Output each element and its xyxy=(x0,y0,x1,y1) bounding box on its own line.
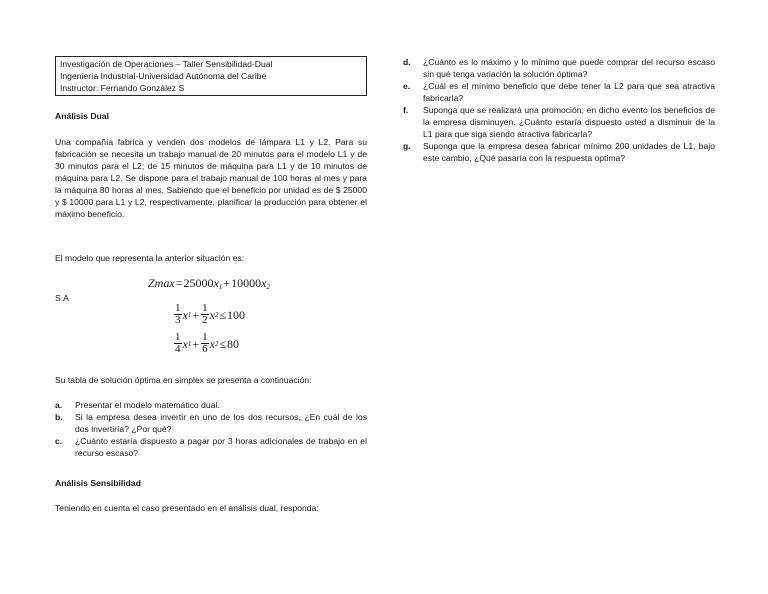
objective-var-1-sub: 1 xyxy=(218,283,223,291)
dual-heading: Análisis Dual xyxy=(55,111,109,121)
question-g-label: g. xyxy=(403,141,411,151)
constraint-2-frac-a-den: 4 xyxy=(175,343,181,355)
constraint-1-rhs: 100 xyxy=(227,307,246,322)
objective-function xyxy=(148,277,270,293)
instructor-name: Instructor: Fernando González S xyxy=(60,83,185,93)
question-d-label: d. xyxy=(403,57,411,67)
constraint-2-relation: ≤ xyxy=(219,336,227,351)
constraint-2-var-2-sub: 2 xyxy=(214,339,219,348)
question-g xyxy=(403,140,715,164)
question-b xyxy=(55,411,367,435)
question-b-label: b. xyxy=(55,412,63,422)
question-d xyxy=(403,56,715,80)
question-c-text: ¿Cuánto estaría dispuesto a pagar por 3 horas adicionales de trabajo en el recurso escaso? xyxy=(75,436,367,458)
constraint-1-var-2-sub: 2 xyxy=(214,310,219,319)
objective-coef-1: 25000 xyxy=(183,276,214,290)
question-a-text: Presentar el modelo matemático dual. xyxy=(75,400,220,410)
question-a xyxy=(55,399,367,411)
constraint-2-var-1-sub: 1 xyxy=(187,339,192,348)
constraint-1-frac-b-den: 2 xyxy=(202,314,208,326)
constraint-2-var-1: x xyxy=(182,336,188,351)
course-title: Investigación de Operaciones – Taller Sensibilidad-Dual xyxy=(60,59,273,69)
constraint-2 xyxy=(173,332,239,355)
question-c xyxy=(55,435,367,459)
question-f-text: Suponga que se realizará una promoción; en dicho evento los beneficios de la empresa disminuyen. ¿Cuánto estaría dispuesto usted a disminuir de la L1 para que siga siendo atractiva fabricarla? xyxy=(423,105,715,139)
constraint-1-frac-b-num: 1 xyxy=(202,302,208,314)
constraint-1-var-1: x xyxy=(182,307,188,322)
model-intro: El modelo que representa la anterior situación es: xyxy=(55,253,245,263)
sensitivity-question-list xyxy=(403,56,715,164)
question-e-label: e. xyxy=(403,81,411,91)
constraint-1-plus: + xyxy=(192,307,200,322)
question-d-text: ¿Cuánto es lo máximo y lo mínimo que puede comprar del recurso escaso sin qué tenga variación la solución óptima? xyxy=(423,57,715,79)
question-f-label: f. xyxy=(403,105,409,115)
constraint-2-frac-b-num: 1 xyxy=(202,331,208,343)
subject-to-label: S.A xyxy=(55,293,69,303)
constraint-1-frac-a-den: 3 xyxy=(175,314,181,326)
question-e-text: ¿Cuál es el mínimo beneficio que debe tener la L2 para que sea atractiva fabricarla? xyxy=(423,81,715,103)
objective-equals: = xyxy=(175,276,183,290)
constraint-2-frac-b xyxy=(201,332,209,355)
constraint-2-frac-a-num: 1 xyxy=(175,331,181,343)
question-b-text: Si la empresa desea invertir en uno de los dos recursos, ¿En cuál de los dos invertiría? ¿Por qué? xyxy=(75,412,367,434)
constraint-1-frac-a-num: 1 xyxy=(175,302,181,314)
constraint-1-var-1-sub: 1 xyxy=(187,310,192,319)
constraint-2-frac-a xyxy=(174,332,182,355)
constraint-2-frac-b-den: 6 xyxy=(202,343,208,355)
constraint-2-plus: + xyxy=(192,336,200,351)
constraint-1-frac-b xyxy=(201,303,209,326)
objective-var-2-sub: 2 xyxy=(266,283,270,291)
constraint-2-rhs: 80 xyxy=(227,336,240,351)
objective-var-1: x xyxy=(213,276,219,290)
header-box xyxy=(55,56,367,96)
question-c-label: c. xyxy=(55,436,63,446)
question-g-text: Suponga que la empresa desea fabricar mínimo 200 unidades de L1, bajo este cambio, ¿Qué pasaría con la respuesta optima? xyxy=(423,141,715,163)
constraint-1-frac-a xyxy=(174,303,182,326)
question-a-label: a. xyxy=(55,400,63,410)
sensitivity-heading: Análisis Sensibilidad xyxy=(55,478,141,488)
constraint-1-var-2: x xyxy=(209,307,215,322)
objective-lhs: Zmax xyxy=(148,276,175,290)
simplex-table-intro: Su tabla de solución óptima en simplex se presenta a continuación: xyxy=(55,375,312,385)
objective-coef-2: 10000 xyxy=(231,276,262,290)
constraint-1-relation: ≤ xyxy=(219,307,227,322)
objective-plus: + xyxy=(223,276,231,290)
sensitivity-intro: Teniendo en cuenta el caso presentado en el análisis dual, responda: xyxy=(55,503,319,513)
problem-statement: Una compañía fabrica y venden dos modelos de lámpara L1 y L2. Para su fabricación se necesita un trabajo manual de 20 minutos para el modelo L1 y de 30 minutos para el L2; de 15 minutos de máquina para L1 y de 10 minutos de máquina para L2. Se dispone para el trabajo manual de 100 horas al mes y para la máquina 80 horas al mes. Sabiendo que el beneficio por unidad es de $ 25000 y $ 10000 para L1 y L2, respectivamente, planificar la producción para obtener el máximo beneficio. xyxy=(55,137,367,219)
program-name: Ingeniería Industrial-Universidad Autónoma del Caribe xyxy=(60,71,267,81)
objective-var-2: x xyxy=(261,276,267,290)
question-f xyxy=(403,104,715,140)
constraint-2-var-2: x xyxy=(209,336,215,351)
dual-question-list xyxy=(55,399,367,459)
constraint-1 xyxy=(173,303,245,326)
question-e xyxy=(403,80,715,104)
right-column xyxy=(403,56,715,164)
left-column xyxy=(55,56,367,513)
